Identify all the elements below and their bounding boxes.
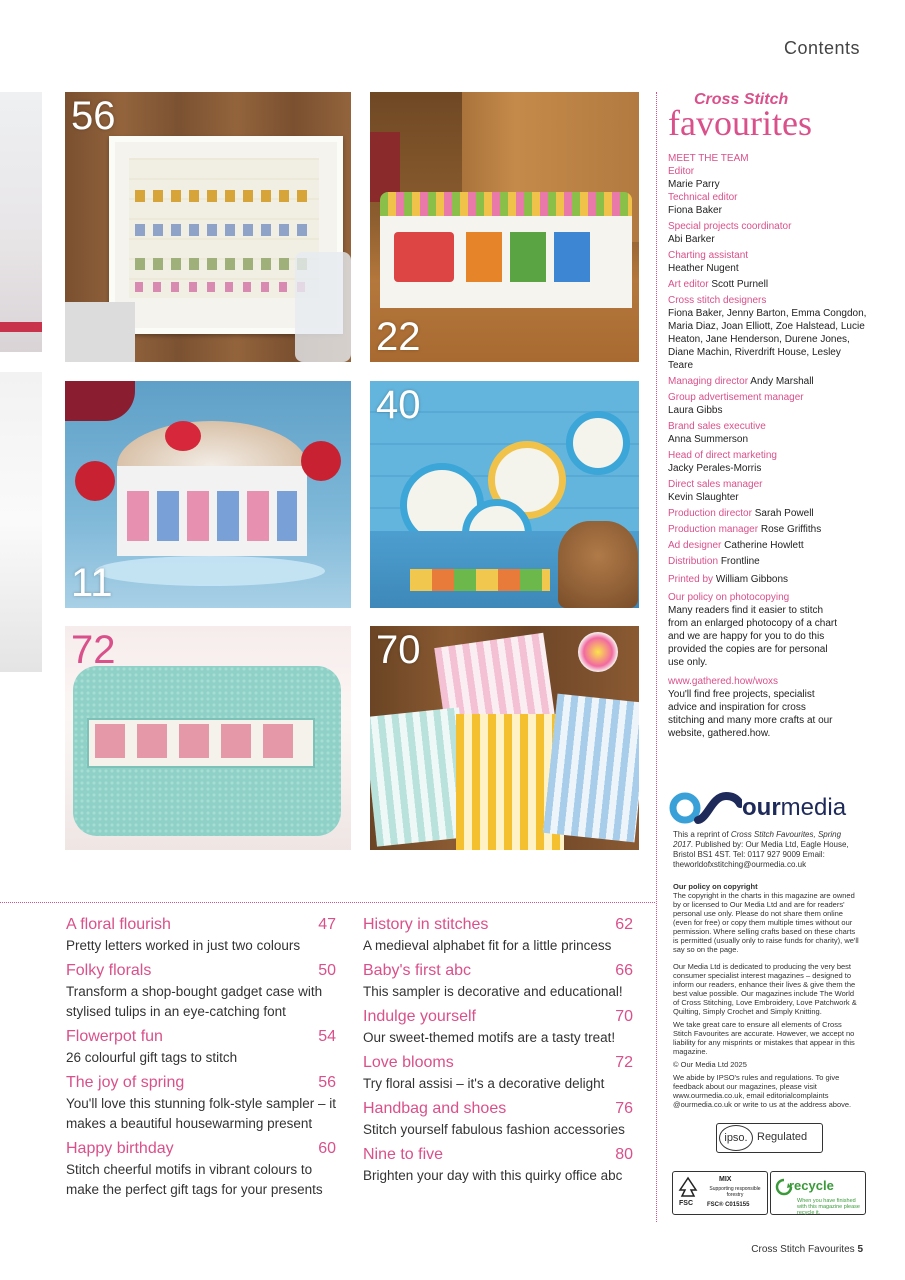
- contents-column-right: [363, 914, 633, 1190]
- role-group-ad-manager: Group advertisement manager: [668, 392, 804, 403]
- entry-title: History in stitches: [363, 916, 489, 933]
- entry-title: The joy of spring: [66, 1074, 185, 1091]
- fsc-supporting: Supporting responsible forestry: [709, 1186, 761, 1198]
- page-footer: [751, 1244, 863, 1255]
- contents-entry[interactable]: [363, 1098, 633, 1140]
- recycle-badge: [770, 1171, 866, 1215]
- entry-description: Our sweet-themed motifs are a tasty treat!: [363, 1030, 616, 1045]
- masthead-sidebar: [668, 92, 868, 740]
- footer-magazine-name: Cross Stitch Favourites: [751, 1244, 855, 1255]
- entry-title: Indulge yourself: [363, 1008, 476, 1025]
- name-technical-editor: Fiona Baker: [668, 205, 722, 216]
- contents-entry[interactable]: [66, 914, 336, 956]
- fsc-mix: MIX: [719, 1176, 732, 1183]
- role-art-editor: Art editor: [668, 279, 709, 290]
- entry-title: Nine to five: [363, 1146, 444, 1163]
- entry-title: Baby's first abc: [363, 962, 471, 979]
- role-ad-designer: Ad designer: [668, 540, 722, 551]
- entry-description: Transform a shop-bought gadget case with stylised tulips in an eye-catching font: [66, 984, 323, 1019]
- photocopy-text: Many readers find it easier to stitch from an enlarged photocopy of a chart and we are happy for you to do this provided the copies are for personal use only.: [668, 605, 837, 668]
- role-direct-marketing: Head of direct marketing: [668, 450, 777, 461]
- name-editor: Marie Parry: [668, 179, 720, 190]
- contents-entry[interactable]: [66, 1072, 336, 1134]
- contents-entry[interactable]: [363, 960, 633, 1002]
- photo-bags-70: [370, 626, 639, 850]
- section-title: Contents: [783, 38, 860, 58]
- role-designers: Cross stitch designers: [668, 295, 767, 306]
- entry-page: 47: [318, 916, 336, 933]
- photo-doorstop-22: [370, 92, 639, 362]
- name-group-ad-manager: Laura Gibbs: [668, 405, 723, 416]
- entry-page: 70: [615, 1008, 633, 1025]
- contents-entry[interactable]: [66, 1026, 336, 1068]
- accuracy-text: We take great care to ensure all elements of Cross Stitch Favourites are accurate. However, we accept no liability for any misprints or mistakes that appear in this magazine.: [673, 1020, 855, 1056]
- contents-entry[interactable]: [66, 960, 336, 1022]
- entry-description: Pretty letters worked in just two colours: [66, 938, 301, 953]
- entry-title: A floral flourish: [66, 916, 171, 933]
- contents-entry[interactable]: [363, 1144, 633, 1186]
- entry-page: 56: [318, 1074, 336, 1091]
- page-number-label: 56: [71, 94, 116, 138]
- magazine-logo: favourites: [668, 103, 812, 143]
- role-printed-by: Printed by: [668, 574, 714, 585]
- copyright-block: [673, 882, 859, 1109]
- page-number-label: 11: [71, 561, 113, 605]
- recycle-label: recycle: [789, 1178, 834, 1193]
- edge-photo-top: [0, 92, 42, 352]
- sidebar-divider: [656, 92, 657, 1222]
- photo-bunting-40: [370, 381, 639, 608]
- contents-entry[interactable]: [363, 1006, 633, 1048]
- copyright-line: © Our Media Ltd 2025: [673, 1060, 747, 1069]
- entry-page: 60: [318, 1140, 336, 1157]
- role-managing-director: Managing director: [668, 376, 749, 387]
- entry-page: 72: [615, 1054, 633, 1071]
- contents-entry[interactable]: [363, 914, 633, 956]
- page-number-label: 70: [376, 628, 421, 672]
- entry-page: 66: [615, 962, 633, 979]
- entry-description: You'll love this stunning folk-style sampler – it makes a beautiful housewarming present: [66, 1096, 336, 1131]
- entry-description: Brighten your day with this quirky office abc: [363, 1168, 623, 1183]
- name-printed-by: William Gibbons: [715, 574, 789, 585]
- contents-column-left: [66, 914, 336, 1204]
- entry-page: 50: [318, 962, 336, 979]
- entry-description: Stitch cheerful motifs in vibrant colours to make the perfect gift tags for your presents: [66, 1162, 323, 1197]
- name-ad-designer: Catherine Howlett: [724, 540, 804, 551]
- role-technical-editor: Technical editor: [668, 192, 738, 203]
- ipso-text: We abide by IPSO's rules and regulations. To give feedback about our magazines, please visit www.ourmedia.co.uk, email editorialcomplaints @ourmedia.co.uk or write to us at the address above.: [673, 1073, 852, 1109]
- name-charting: Heather Nugent: [668, 263, 739, 274]
- role-production-manager: Production manager: [668, 524, 759, 535]
- name-art-editor: Scott Purnell: [711, 279, 769, 290]
- entry-page: 62: [615, 916, 633, 933]
- role-charting: Charting assistant: [668, 250, 749, 261]
- name-brand-sales: Anna Summerson: [668, 434, 749, 445]
- entry-description: 26 colourful gift tags to stitch: [66, 1050, 238, 1065]
- team-heading: MEET THE TEAM: [668, 153, 749, 164]
- entry-page: 80: [615, 1146, 633, 1163]
- role-production-director: Production director: [668, 508, 752, 519]
- entry-page: 76: [615, 1100, 633, 1117]
- name-special-projects: Abi Barker: [668, 234, 715, 245]
- name-production-manager: Rose Griffiths: [760, 524, 822, 535]
- photo-sampler-56: [65, 92, 351, 362]
- name-distribution: Frontline: [720, 556, 760, 567]
- ourmedia-text: Our Media Ltd is dedicated to producing the very best consumer specialist interest magazines – designed to inform our readers, enhance their lives & give them the best value possible. Our magazines include The World of Cross Stitching, Love Embroidery, Love Patchwork & Quilting, Simply Crochet and Simply Knitting.: [673, 962, 857, 1016]
- entry-description: This sampler is decorative and educational!: [363, 984, 623, 999]
- page-number-label: 40: [376, 383, 421, 427]
- entry-title: Folky florals: [66, 962, 152, 979]
- copyright-heading: Our policy on copyright: [673, 882, 758, 891]
- photo-cake-11: [65, 381, 351, 608]
- contents-entry[interactable]: [363, 1052, 633, 1094]
- entry-title: Happy birthday: [66, 1140, 174, 1157]
- role-editor: Editor: [668, 166, 695, 177]
- website-text: You'll find free projects, specialist advice and inspiration for cross stitching and many more crafts at our website, gathered.how.: [668, 689, 833, 739]
- photo-pillow-72: [65, 626, 351, 850]
- ipso-badge: [716, 1123, 823, 1153]
- website-link[interactable]: www.gathered.how/woxs: [668, 676, 779, 687]
- ourmedia-logo: [668, 788, 858, 828]
- fsc-tree-icon: [677, 1176, 699, 1200]
- name-designers: Fiona Baker, Jenny Barton, Emma Congdon, Maria Diaz, Joan Elliott, Zoe Halstead, Lucie Heaton, Jane Henderson, Durene Jones, Diane Machin, Riverdrift House, Lesley Teare: [668, 308, 867, 371]
- entry-page: 54: [318, 1028, 336, 1045]
- fsc-code: FSC® C015155: [707, 1202, 750, 1208]
- name-direct-sales: Kevin Slaughter: [668, 492, 739, 503]
- page-number-label: 22: [376, 315, 421, 359]
- edge-photo-bottom: [0, 372, 42, 672]
- recycle-note: When you have finished with this magazine please recycle it.: [797, 1198, 860, 1216]
- role-distribution: Distribution: [668, 556, 719, 567]
- role-direct-sales: Direct sales manager: [668, 479, 763, 490]
- fsc-label: FSC: [679, 1200, 693, 1207]
- reprint-notice: This a reprint of Cross Stitch Favourites, Spring 2017. Published by: Our Media Ltd, Eagle House, Bristol BS1 4ST. Tel: 0117 927 9009 Email: theworldofxstitching@ourmedia.co.uk: [673, 830, 849, 869]
- ourmedia-wordmark: ourmedia: [742, 794, 847, 821]
- entry-title: Love blooms: [363, 1054, 454, 1071]
- contents-entry[interactable]: [66, 1138, 336, 1200]
- footer-page-number: 5: [857, 1244, 863, 1255]
- magazine-logo-top: Cross Stitch: [694, 91, 789, 108]
- entry-title: Flowerpot fun: [66, 1028, 163, 1045]
- page-number-label: 72: [71, 628, 116, 672]
- entry-description: Stitch yourself fabulous fashion accessories: [363, 1122, 625, 1137]
- ipso-logo-icon: ipso.: [719, 1125, 753, 1151]
- copyright-text: The copyright in the charts in this magazine are owned by or licensed to Our Media Ltd and are for readers' personal use only. Please do not share them online (even for free) or copy them multiple times without our permission. Where selling crafts based on these charts is permitted (usually only to raise funds for charity), we'll say so on the page.: [673, 891, 859, 954]
- entry-description: Try floral assisi – it's a decorative delight: [363, 1076, 605, 1091]
- entry-title: Handbag and shoes: [363, 1100, 507, 1117]
- photocopy-heading: Our policy on photocopying: [668, 592, 790, 603]
- name-direct-marketing: Jacky Perales-Morris: [668, 463, 762, 474]
- contents-divider: [0, 902, 655, 903]
- ourmedia-swoosh-icon: [668, 788, 742, 828]
- entry-description: A medieval alphabet fit for a little princess: [363, 938, 612, 953]
- ipso-regulated-label: Regulated: [757, 1131, 808, 1143]
- role-brand-sales: Brand sales executive: [668, 421, 766, 432]
- role-special-projects: Special projects coordinator: [668, 221, 792, 232]
- name-production-director: Sarah Powell: [754, 508, 814, 519]
- name-managing-director: Andy Marshall: [750, 376, 814, 387]
- fsc-badge: [672, 1171, 768, 1215]
